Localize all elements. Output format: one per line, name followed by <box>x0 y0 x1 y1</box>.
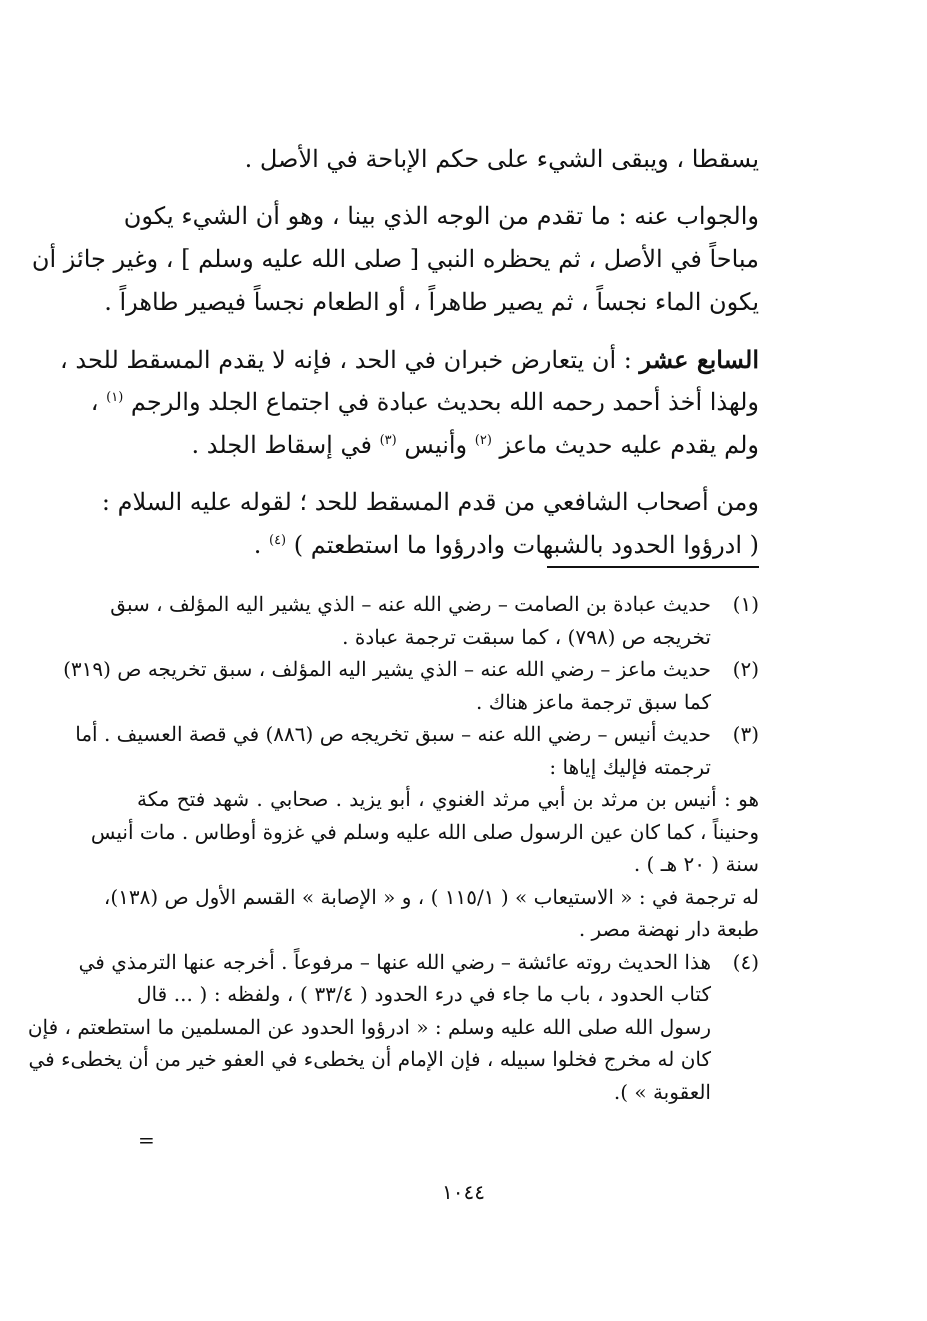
footnote-line: حديث ماعز – رضي الله عنه – الذي يشير اليه المؤلف ، سبق تخريجه ص (٣١٩) <box>63 657 711 681</box>
section-heading: السابع عشر <box>639 345 759 374</box>
footnote <box>110 588 759 653</box>
paragraph-line: والجواب عنه : ما تقدم من الوجه الذي بينا ، وهو أن الشيء يكون <box>123 202 759 230</box>
footnote-continuation <box>90 783 759 946</box>
footnote <box>27 946 759 1109</box>
page-number: ١٠٤٤ <box>442 1180 485 1204</box>
footnote-line: هو : أنيس بن مرثد بن أبي مرثد الغنوي ، أبو يزيد . صحابي . شهد فتح مكة <box>137 787 759 811</box>
footnotes <box>27 588 759 1108</box>
footnote <box>75 718 759 783</box>
footnote-line: كان له مخرج فخلوا سبيله ، فإن الإمام أن يخطىء في العفو خير من أن يخطىء في <box>28 1047 711 1071</box>
footnote-line: طبعة دار نهضة مصر . <box>578 917 759 941</box>
paragraph-text: : أن يتعارض خبران في الحد ، فإنه لا يقدم المسقط للحد ، <box>60 346 640 374</box>
main-text <box>31 138 759 567</box>
footnote-line: ترجمته فإليك إياها : <box>549 754 711 779</box>
footnote-number: (٢) <box>732 657 759 681</box>
continuation-mark: = <box>138 1128 155 1152</box>
footnote-line: له ترجمة في : « الاستيعاب » ( ١١٥/١ ) ، و « الإصابة » القسم الأول ص (١٣٨)، <box>103 884 759 909</box>
footnote-separator <box>547 566 759 568</box>
footnote-line: حديث أنيس – رضي الله عنه – سبق تخريجه ص (٨٨٦) في قصة العسيف . أما <box>75 722 711 746</box>
footnote-line: وحنيناً ، كما كان عين الرسول صلى الله عليه وسلم في غزوة أوطاس . مات أنيس <box>90 819 759 844</box>
paragraph-line: ولهذا أخذ أحمد رحمه الله بحديث عبادة في اجتماع الجلد والرجم $^{(١)}$ ، <box>90 388 759 416</box>
footnote-line: العقوبة » ). <box>613 1079 711 1104</box>
footnote-line: كتاب الحدود ، باب ما جاء في درء الحدود ( ٣٣/٤ ) ، ولفظه : ( ... قال <box>137 982 711 1006</box>
footnote-ref: (٤) <box>268 533 287 548</box>
footnote-number: (٣) <box>732 722 759 746</box>
footnote-line: رسول الله صلى الله عليه وسلم : « ادرؤوا الحدود عن المسلمين ما استطعتم ، فإن <box>27 1014 711 1039</box>
paragraph-line: ومن أصحاب الشافعي من قدم المسقط للحد ؛ لقوله عليه السلام : <box>101 488 759 516</box>
paragraph-line: ( ادرؤوا الحدود بالشبهات وادرؤوا ما استطعتم ) $^{(٤)}$ . <box>253 531 759 559</box>
paragraph-line: ولم يقدم عليه حديث ماعز $^{(٢)}$ وأنيس $^{(٣)}$ في إسقاط الجلد . <box>191 431 759 459</box>
footnote-number: (١) <box>732 592 759 616</box>
paragraph-line <box>60 338 759 381</box>
footnote-ref: (٣) <box>379 433 397 448</box>
paragraph-line: مباحاً في الأصل ، ثم يحظره النبي [ صلى الله عليه وسلم ] ، وغير جائز أن <box>31 245 759 273</box>
footnote-line: حديث عبادة بن الصامت – رضي الله عنه – الذي يشير اليه المؤلف ، سبق <box>110 592 711 616</box>
footnote-line: هذا الحديث روته عائشة – رضي الله عنها – مرفوعاً . أخرجه عنها الترمذي في <box>78 949 711 974</box>
footnote <box>63 653 759 718</box>
footnote-ref: (٢) <box>474 433 492 448</box>
footnote-line: سنة ( ٢٠ هـ ) . <box>633 852 759 876</box>
footnote-number: (٤) <box>732 949 759 974</box>
footnote-ref: (١) <box>106 390 124 405</box>
paragraph-line: يسقطا ، ويبقى الشيء على حكم الإباحة في الأصل . <box>244 145 759 173</box>
paragraph-line: يكون الماء نجساً ، ثم يصير طاهراً ، أو الطعام نجساً فيصير طاهراً . <box>104 288 759 316</box>
footnote-line: تخريجه ص (٧٩٨) ، كما سبقت ترجمة عبادة . <box>342 624 711 649</box>
footnote-line: كما سبق ترجمة ماعز هناك . <box>476 689 711 714</box>
